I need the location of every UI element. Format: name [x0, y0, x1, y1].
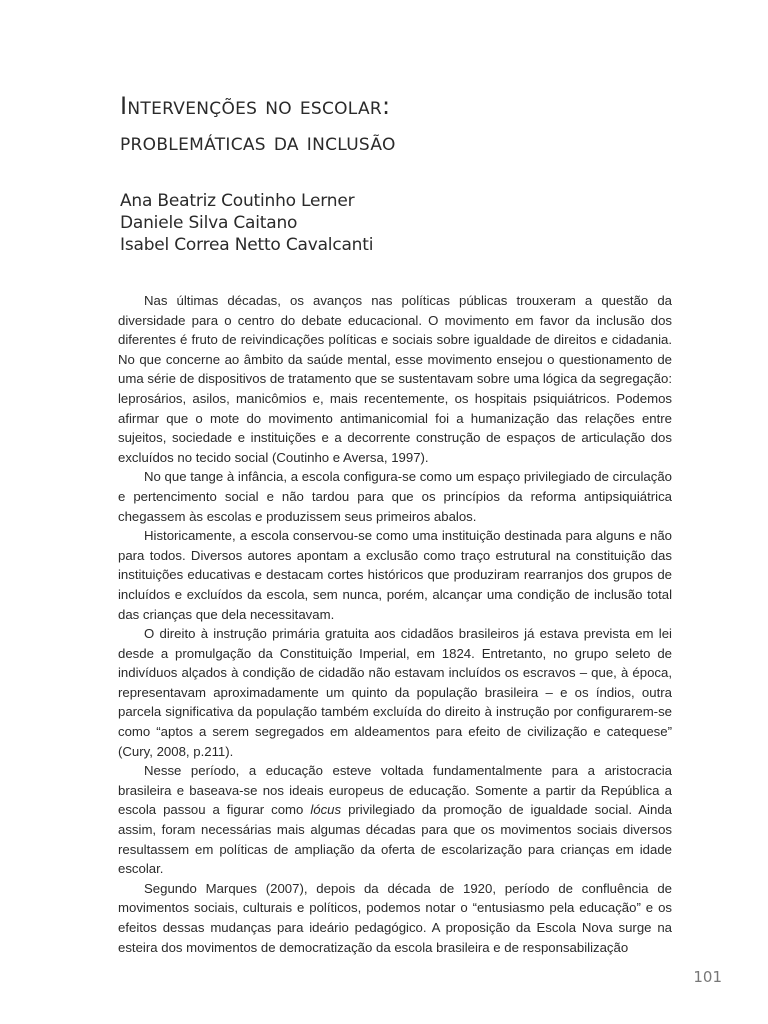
body-text: [118, 291, 672, 957]
body-paragraph: O direito à instrução primária gratuita aos cidadãos brasileiros já estava prevista em lei desde a promulgação da Constituição Imperial, em 1824. Entretanto, no grupo seleto de indivíduos alçados à condição de cidadão não estavam incluídos os escravos – que, à época, representavam aproximadamente um quinto da população brasileira – e os índios, outra parcela significativa da população também excluída do direito à instrução por configurarem-se como “aptos a serem segregados em aldeamentos para efeito de civilização e catequese” (Cury, 2008, p.211).: [118, 626, 672, 759]
body-paragraph: Nas últimas décadas, os avanços nas políticas públicas trouxeram a questão da diversidade para o centro do debate educacional. O movimento em favor da inclusão dos diferentes é fruto de reivindicações políticas e sociais sobre igualdade de direitos e cidadania. No que concerne ao âmbito da saúde mental, esse movimento ensejou o questionamento de uma série de dispositivos de tratamento que se sustentavam sobre uma lógica da segregação: leprosários, asilos, manicômios e, mais recentemente, os hospitais psiquiátricos. Podemos afirmar que o mote do movimento antimanicomial foi a humanização das relações entre sujeitos, sociedade e instituições e a decorrente construção de espaços de articulação dos excluídos no tecido social (Coutinho e Aversa, 1997).: [118, 293, 672, 465]
author-list: [120, 190, 640, 256]
body-text-span: privilegiado da promoção de igualdade social. Ainda assim, foram necessárias mais algumas décadas para que os movimentos sociais diversos resultassem em políticas de ampliação da oferta de escolarização para crianças em idade escolar.: [118, 802, 672, 877]
chapter-title: [120, 88, 680, 160]
author-name: Isabel Correa Netto Cavalcanti: [120, 235, 374, 255]
page-number: 101: [693, 968, 722, 986]
body-text-span: Nesse período, a educação esteve voltada fundamentalmente para a aristocracia brasileira e baseava-se nos ideais europeus de educação. Somente a partir da República a escola passou a figurar como: [118, 763, 672, 818]
author-name: Ana Beatriz Coutinho Lerner: [120, 191, 355, 211]
body-paragraph: Segundo Marques (2007), depois da década de 1920, período de confluência de movimentos sociais, culturais e políticos, podemos notar o “entusiasmo pela educação” e os efeitos dessas mudanças para ideário pedagógico. A proposição da Escola Nova surge na esteira dos movimentos de democratização da escola brasileira e de responsabilização: [118, 880, 672, 955]
author-name: Daniele Silva Caitano: [120, 213, 298, 233]
italic-term: lócus: [310, 802, 342, 818]
chapter-title-line-2: problemáticas da inclusão: [120, 128, 396, 156]
body-paragraph: [118, 761, 672, 879]
body-paragraph: Historicamente, a escola conservou-se como uma instituição destinada para alguns e não para todos. Diversos autores apontam a exclusão como traço estrutural na constituição das instituições educativas e destacam cortes históricos que produziram rearranjos dos grupos de incluídos e excluídos da escola, sem nunca, porém, alcançar uma condição de inclusão total das crianças que dela necessitavam.: [118, 528, 672, 622]
chapter-title-line-1: Intervenções no escolar:: [120, 92, 391, 120]
body-paragraph: No que tange à infância, a escola configura-se como um espaço privilegiado de circulação e pertencimento social e não tardou para que os princípios da reforma antipsiquiátrica chegassem às escolas e produzissem seus primeiros abalos.: [118, 469, 672, 524]
